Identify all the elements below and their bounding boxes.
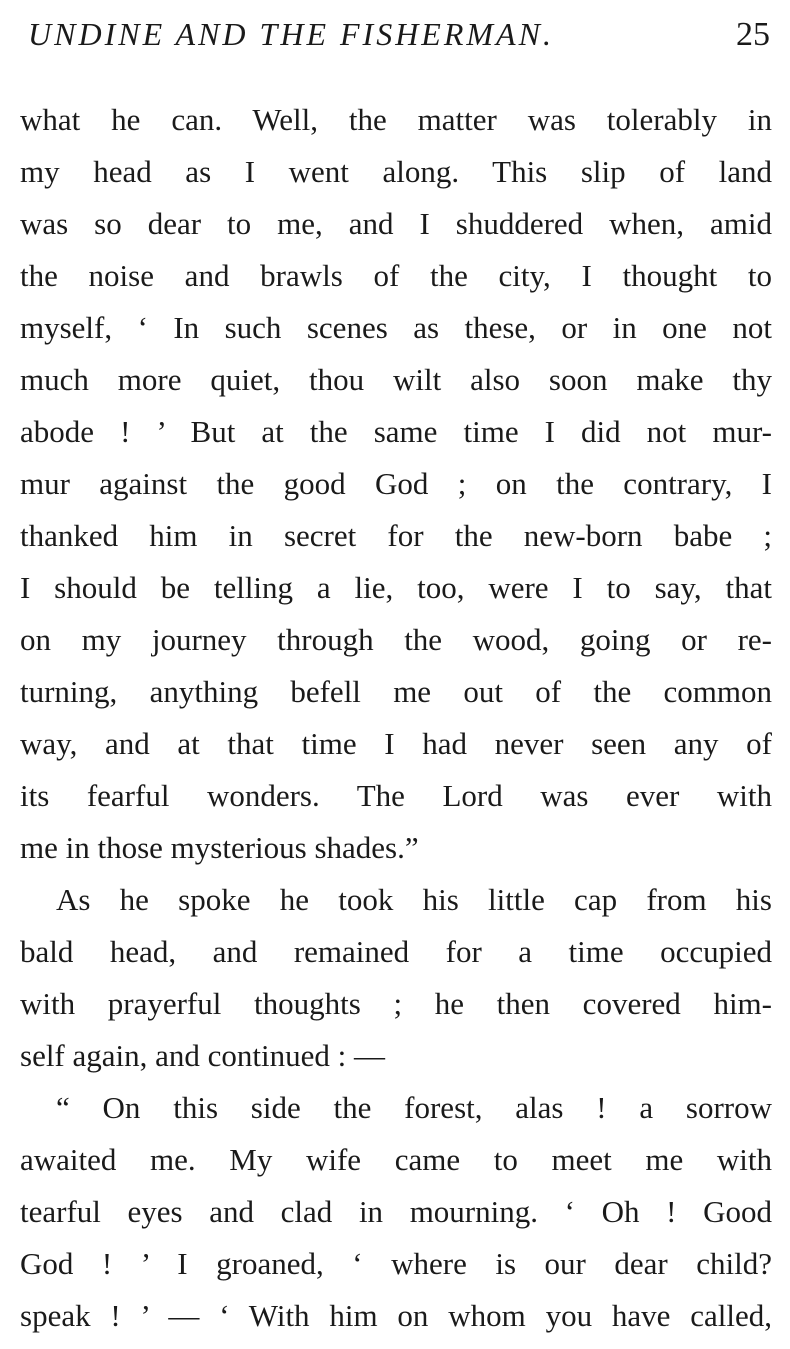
text-line: As he spoke he took his little cap from his — [56, 882, 772, 917]
text-line: turning, anything befell me out of the common — [20, 674, 772, 709]
text-line: was so dear to me, and I shuddered when, amid — [20, 206, 772, 241]
text-line: “ On this side the forest, alas ! a sorrow — [56, 1090, 772, 1125]
text-line: God ! ’ I groaned, ‘ where is our dear child? — [20, 1246, 772, 1281]
text-line: thanked him in secret for the new-born babe ; — [20, 518, 772, 553]
text-line: what he can. Well, the matter was tolerably in — [20, 102, 772, 137]
text-line: me in those mysterious shades.” — [20, 830, 419, 865]
body-text — [20, 94, 772, 1342]
text-line: its fearful wonders. The Lord was ever with — [20, 778, 772, 813]
text-line: with prayerful thoughts ; he then covered him- — [20, 986, 772, 1021]
page-number: 25 — [736, 16, 770, 53]
running-title: UNDINE AND THE FISHERMAN. — [28, 16, 554, 52]
text-line: self again, and continued : — — [20, 1038, 386, 1073]
text-line: I should be telling a lie, too, were I to say, that — [20, 570, 772, 605]
text-line: myself, ‘ In such scenes as these, or in one not — [20, 310, 772, 345]
text-line: on my journey through the wood, going or re- — [20, 622, 772, 657]
text-line: tearful eyes and clad in mourning. ‘ Oh ! Good — [20, 1194, 772, 1229]
text-line: awaited me. My wife came to meet me with — [20, 1142, 772, 1177]
text-line: speak ! ’ — ‘ With him on whom you have called, — [20, 1298, 772, 1333]
text-line: the noise and brawls of the city, I thought to — [20, 258, 772, 293]
text-line: my head as I went along. This slip of land — [20, 154, 772, 189]
running-head — [20, 16, 772, 60]
book-page — [20, 0, 772, 1349]
text-line: bald head, and remained for a time occupied — [20, 934, 772, 969]
text-line: mur against the good God ; on the contrary, I — [20, 466, 772, 501]
text-line: abode ! ’ But at the same time I did not mur- — [20, 414, 772, 449]
text-line: way, and at that time I had never seen any of — [20, 726, 772, 761]
text-line: much more quiet, thou wilt also soon make thy — [20, 362, 772, 397]
